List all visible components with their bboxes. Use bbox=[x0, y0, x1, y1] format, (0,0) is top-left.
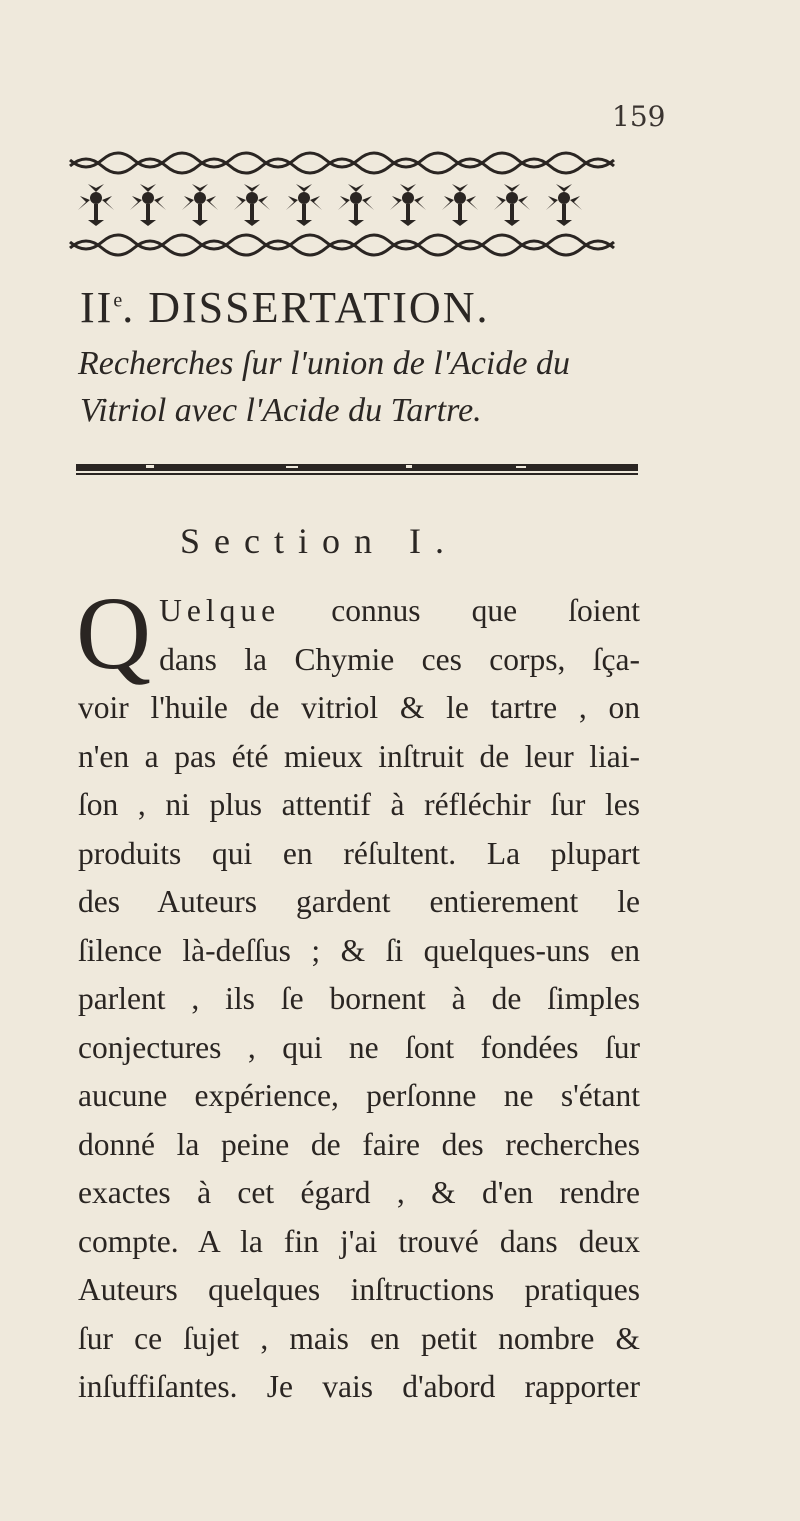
text-line: inſuffiſantes. Je vais d'abord rapporter bbox=[78, 1369, 640, 1404]
drop-cap: Q bbox=[76, 576, 152, 691]
heading-text: . DISSERTATION. bbox=[122, 283, 490, 332]
page-number: 159 bbox=[612, 100, 666, 133]
text-line: Auteurs quelques inſtructions pratiques bbox=[78, 1272, 640, 1307]
subtitle-line-1: Recherches ſur l'union de l'Acide du bbox=[78, 345, 570, 382]
section-title: Section I. bbox=[180, 521, 458, 561]
opening-word: Uelque bbox=[159, 593, 281, 628]
ornamental-headpiece bbox=[66, 150, 626, 260]
text-line: compte. A la fin j'ai trouvé dans deux bbox=[78, 1223, 640, 1259]
text-line: donné la peine de faire des recherches bbox=[78, 1126, 640, 1162]
text-line: n'en a pas été mieux inſtruit de leur liai- bbox=[78, 738, 640, 774]
heading-numeral: II bbox=[80, 283, 114, 332]
text-line: ſur ce ſujet , mais en petit nombre & bbox=[78, 1320, 640, 1356]
text-line: aucune expérience, perſonne ne s'étant bbox=[78, 1078, 640, 1113]
heading-superscript: e bbox=[113, 289, 123, 312]
text-line: exactes à cet égard , & d'en rendre bbox=[78, 1175, 640, 1210]
decorative-rule bbox=[76, 463, 638, 477]
dissertation-heading bbox=[80, 282, 620, 333]
body-paragraph bbox=[76, 576, 640, 1412]
subtitle-line-2: Vitriol avec l'Acide du Tartre. bbox=[80, 392, 482, 429]
text-line: ſon , ni plus attentif à réfléchir ſur les bbox=[78, 787, 640, 822]
text-line: des Auteurs gardent entierement le bbox=[78, 884, 640, 919]
text-line: produits qui en réſultent. La plupart bbox=[78, 835, 640, 871]
text-line: Uelque connus que ſoient bbox=[159, 593, 640, 628]
text-line: ſilence là-deſſus ; & ſi quelques-uns en bbox=[78, 932, 640, 968]
text-line: dans la Chymie ces corps, ſça- bbox=[159, 641, 640, 677]
text-line: parlent , ils ſe bornent à de ſimples bbox=[78, 981, 640, 1016]
text-line: conjectures , qui ne ſont fondées ſur bbox=[78, 1029, 640, 1065]
text-line: voir l'huile de vitriol & le tartre , on bbox=[78, 690, 640, 725]
